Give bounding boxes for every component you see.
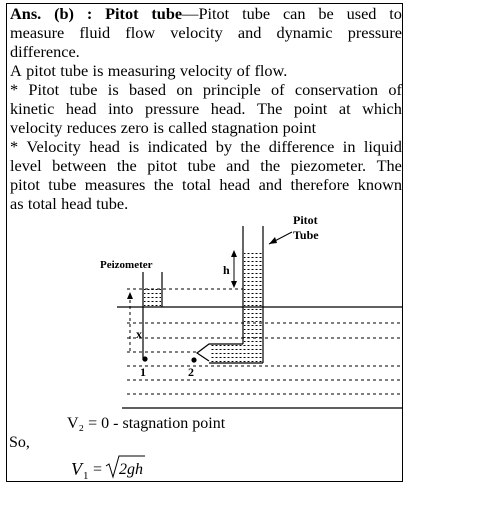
word: the [240,137,261,156]
word: pitot [26,61,56,80]
word: the [260,156,281,175]
head-dimension [231,250,237,288]
h-label: h [223,263,230,277]
word: piezometer. [290,156,367,175]
heading-word: to [389,4,402,23]
point-1-marker [142,356,147,361]
word: level [10,156,42,175]
word: zero [120,118,149,137]
word: in [342,137,356,156]
formula-radicand: 2gh [119,461,143,478]
word: total [27,194,57,213]
word: tube [48,175,77,194]
point-2-label: 2 [188,365,194,379]
word: is [128,137,140,156]
heading-word: tube—Pitot [151,4,230,23]
word: based [128,80,167,99]
heading-word: be [318,4,334,23]
word: the [153,175,174,194]
word: and [258,175,283,194]
word: pressure [144,99,200,118]
word: principle [202,80,261,99]
word: difference [268,137,335,156]
word: difference. [10,42,80,61]
word: is [107,80,119,99]
word: reduces [66,118,117,137]
word: called [168,118,208,137]
heading-word: (b) [54,4,74,23]
word: known [357,175,402,194]
word: tube [187,156,216,175]
word: dynamic [276,23,333,42]
word: between [52,156,107,175]
word: head [219,175,251,194]
word: head [89,137,120,156]
pitot-label-line-2: Tube [293,228,319,242]
word: head [61,194,92,213]
word: tube [60,61,89,80]
word: point [282,118,317,137]
word: as [10,194,24,213]
word: of [388,80,402,99]
word: fluid [79,23,111,42]
word: flow [125,23,156,42]
word: measure [10,23,65,42]
word: into [108,99,134,118]
heading-word: can [282,4,306,23]
word: conservation [294,80,379,99]
word: total [182,175,211,194]
heading-word: tube [242,4,271,23]
word: measuring [107,61,176,80]
word: head. [210,99,246,118]
heading-word: Pitot [105,4,139,23]
formula-equals: = [93,461,103,478]
word: by [215,137,232,156]
word: tube [69,80,98,99]
so-text: So, [9,434,30,451]
word: the [116,156,137,175]
word: velocity [179,61,233,80]
word: velocity [10,118,63,137]
piezometer-label: Peizometer [100,259,153,271]
word: Pitot [28,80,60,99]
word: flow. [254,61,288,80]
word: A [10,61,22,80]
piezometer-tube [143,272,162,360]
word: pressure [347,23,402,42]
pitot-nozzle-water [210,345,262,362]
word: indicated [147,137,208,156]
piezometer-water [144,288,161,307]
word: The [376,156,402,175]
word: measures [84,175,146,194]
word: point [293,99,328,118]
word: and [237,23,262,42]
pitot-label-line-1: Pitot [293,213,318,227]
velocity-formula [71,456,145,482]
pitot-tube-diagram [7,4,404,483]
word: * [10,80,19,99]
x-label: x [136,327,142,341]
word: which [362,99,402,118]
heading-word: : [86,4,93,23]
word: head [65,99,97,118]
formula-lhs-var: V [71,459,82,479]
point-2-marker [191,357,196,362]
word: pitot [147,156,178,175]
word: of [236,61,251,80]
formula-lhs-sub: 1 [83,470,89,482]
pitot-water-column [244,250,262,344]
depth-dimension [127,292,133,352]
word: therefore [290,175,350,194]
word: kinetic [10,99,55,118]
word: is [92,61,104,80]
flow-lines [127,289,403,394]
point-1-label: 1 [140,365,146,379]
stagnation-text: V₂ = 0 - stagnation point [67,415,226,432]
pitot-tube [197,226,263,363]
answer-card [6,3,403,482]
word: stagnation [211,118,279,137]
word: at [338,99,351,118]
heading-word: used [346,4,377,23]
word: The [257,99,283,118]
word: is [153,118,164,137]
word: on [176,80,193,99]
word: and [226,156,250,175]
word: * [10,137,19,156]
word: liquid [363,137,402,156]
word: velocity [170,23,223,42]
heading-word: Ans. [10,4,42,23]
word: tube. [96,194,129,213]
word: pitot [10,175,40,194]
word: Velocity [26,137,81,156]
word: of [271,80,285,99]
